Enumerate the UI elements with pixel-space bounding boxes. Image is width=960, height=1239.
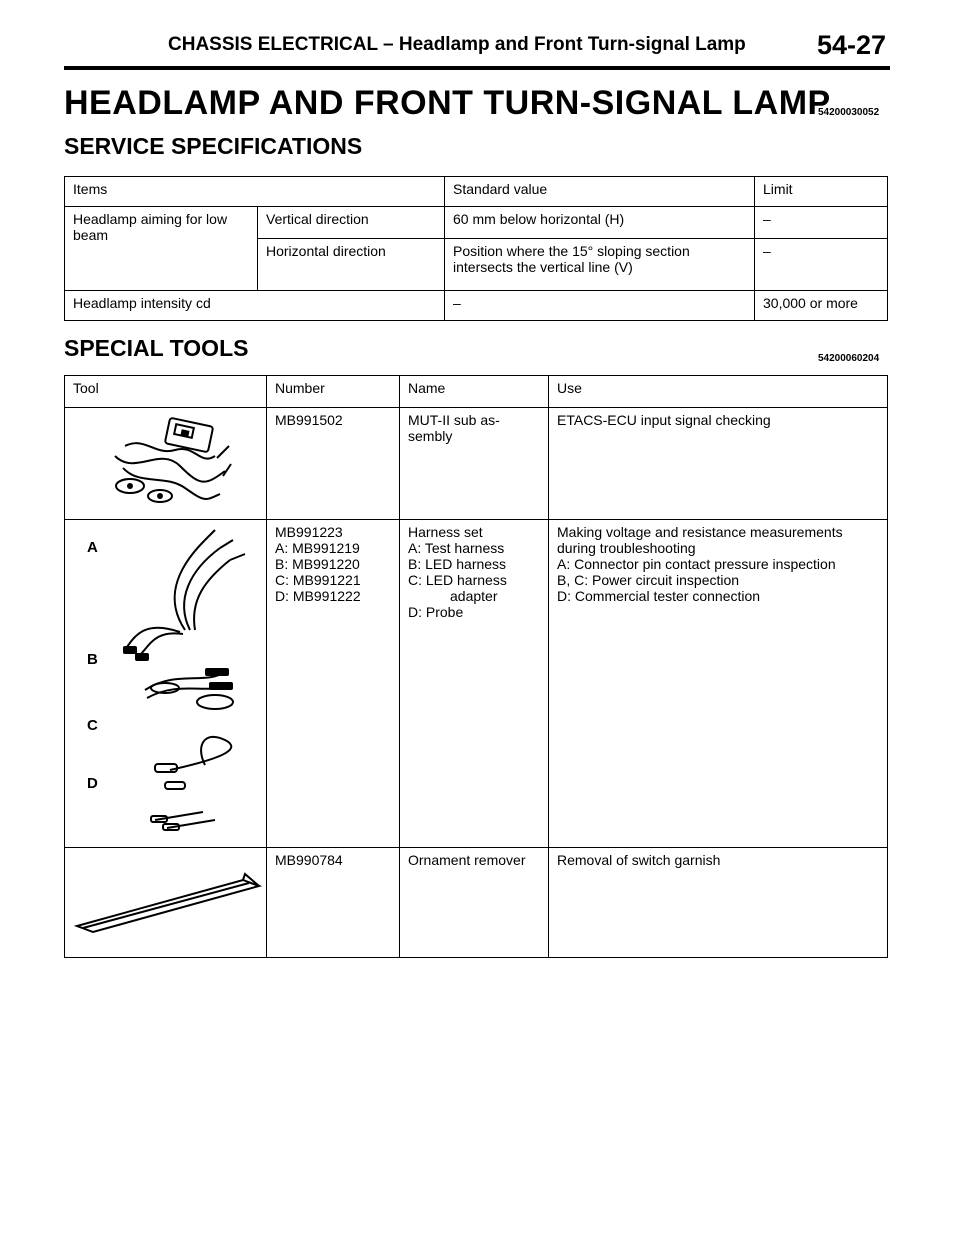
tool-number-cell: MB990784 (267, 848, 400, 958)
header-number: Number (267, 376, 400, 408)
table-row (65, 291, 888, 321)
standard-cell: – (445, 291, 755, 321)
standard-cell: 60 mm below horizontal (H) (445, 207, 755, 239)
main-title-code: 54200030052 (818, 107, 880, 118)
header-limit: Limit (755, 177, 888, 207)
header-tool: Tool (65, 376, 267, 408)
ornament-remover-icon (73, 868, 263, 938)
letter-d: D (87, 775, 98, 792)
tool-number-cell: MB991223 A: MB991219 B: MB991220 C: MB991221 D: MB991222 (267, 520, 400, 848)
tool-name-cell: Ornament remover (400, 848, 549, 958)
limit-cell: – (755, 207, 888, 239)
header-name: Name (400, 376, 549, 408)
special-tools-code: 54200060204 (818, 353, 880, 364)
header-title: CHASSIS ELECTRICAL – Headlamp and Front Turn-signal Lamp (168, 34, 746, 55)
header-use: Use (549, 376, 888, 408)
service-specifications-title: SERVICE SPECIFICATIONS (64, 133, 363, 159)
tool-name-cell: MUT-II sub as- sembly (400, 408, 549, 520)
item-cell: Headlamp aiming for low beam (65, 207, 258, 291)
tool-name-cell: Harness set A: Test harness B: LED harness C: LED harness adapter D: Probe (400, 520, 549, 848)
limit-cell: – (755, 239, 888, 291)
service-specifications-table (64, 176, 888, 321)
table-header-row (65, 376, 888, 408)
table-header-row (65, 177, 888, 207)
table-row (65, 207, 888, 239)
header-items: Items (65, 177, 445, 207)
mut-ii-scan-tool-icon (105, 416, 235, 508)
item-cell: Headlamp intensity cd (65, 291, 445, 321)
sub-item-cell: Horizontal direction (258, 239, 445, 291)
main-title: HEADLAMP AND FRONT TURN-SIGNAL LAMP (64, 84, 831, 122)
tool-use-cell: Removal of switch garnish (549, 848, 888, 958)
standard-cell: Position where the 15° sloping section intersects the vertical line (V) (445, 239, 755, 291)
page-number: 54-27 (816, 30, 886, 60)
header-standard-value: Standard value (445, 177, 755, 207)
table-row (65, 520, 888, 848)
special-tools-title: SPECIAL TOOLS (64, 335, 249, 361)
table-row (65, 408, 888, 520)
tool-use-cell: Making voltage and resistance measurements during troubleshooting A: Connector pin contact pressure inspection B, C: Power circuit inspection D: Commercial tester connection (549, 520, 888, 848)
letter-b: B (87, 651, 98, 668)
letter-a: A (87, 539, 98, 556)
page-header (64, 32, 890, 66)
limit-cell: 30,000 or more (755, 291, 888, 321)
tool-image-cell (65, 520, 267, 848)
harness-set-icon (105, 520, 265, 840)
table-row (65, 848, 888, 958)
header-rule (64, 66, 890, 70)
sub-item-cell: Vertical direction (258, 207, 445, 239)
tool-number-cell: MB991502 (267, 408, 400, 520)
special-tools-table (64, 375, 888, 958)
letter-c: C (87, 717, 98, 734)
tool-image-cell (65, 848, 267, 958)
tool-image-cell (65, 408, 267, 520)
tool-use-cell: ETACS-ECU input signal checking (549, 408, 888, 520)
